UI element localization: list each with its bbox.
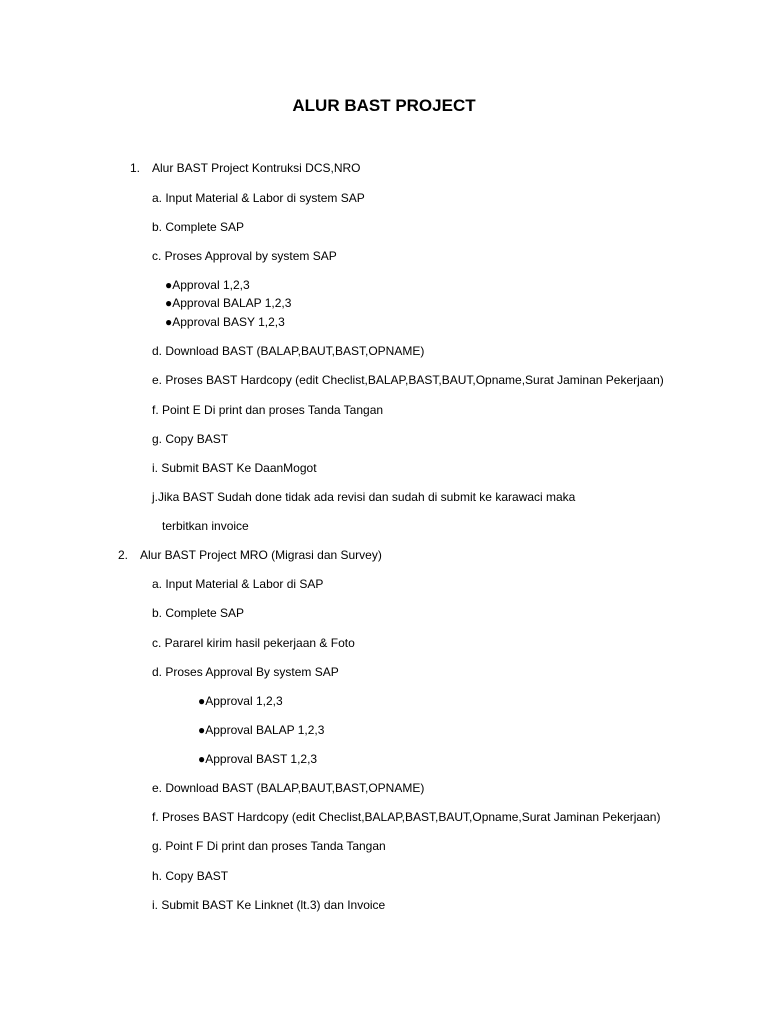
bullet-item: ●Approval 1,2,3 (198, 694, 283, 708)
list-item: e. Proses BAST Hardcopy (edit Checlist,BALAP,BAST,BAUT,Opname,Surat Jaminan Pekerjaan) (152, 373, 664, 387)
list-item: i. Submit BAST Ke Linknet (lt.3) dan Invoice (152, 898, 386, 912)
list-item: c. Pararel kirim hasil pekerjaan & Foto (152, 636, 355, 650)
list-item: g. Copy BAST (152, 432, 229, 446)
section-heading: Alur BAST Project Kontruksi DCS,NRO (152, 161, 361, 175)
list-item: c. Proses Approval by system SAP (152, 249, 337, 263)
list-item: b. Complete SAP (152, 220, 245, 234)
list-item: h. Copy BAST (152, 869, 229, 883)
list-item: d. Proses Approval By system SAP (152, 665, 339, 679)
list-item: b. Complete SAP (152, 606, 245, 620)
list-item: d. Download BAST (BALAP,BAUT,BAST,OPNAME) (152, 344, 425, 358)
document-title: ALUR BAST PROJECT (292, 96, 476, 115)
list-item: a. Input Material & Labor di system SAP (152, 191, 365, 205)
list-item: f. Point E Di print dan proses Tanda Tangan (152, 403, 384, 417)
section-heading: Alur BAST Project MRO (Migrasi dan Survey) (140, 548, 382, 562)
list-item: e. Download BAST (BALAP,BAUT,BAST,OPNAME) (152, 781, 425, 795)
list-item: a. Input Material & Labor di SAP (152, 577, 324, 591)
bullet-item: ●Approval BASY 1,2,3 (165, 315, 285, 329)
list-item: i. Submit BAST Ke DaanMogot (152, 461, 317, 475)
list-item: j.Jika BAST Sudah done tidak ada revisi dan sudah di submit ke karawaci maka (152, 490, 576, 504)
bullet-item: ●Approval BALAP 1,2,3 (165, 296, 292, 310)
section-number: 1. (130, 161, 141, 175)
bullet-item: ●Approval 1,2,3 (165, 278, 250, 292)
bullet-item: ●Approval BALAP 1,2,3 (198, 723, 325, 737)
section-number: 2. (118, 548, 129, 562)
list-item: f. Proses BAST Hardcopy (edit Checlist,BALAP,BAST,BAUT,Opname,Surat Jaminan Pekerjaan) (152, 810, 661, 824)
list-item-continuation: terbitkan invoice (162, 519, 249, 533)
bullet-item: ●Approval BAST 1,2,3 (198, 752, 318, 766)
list-item: g. Point F Di print dan proses Tanda Tangan (152, 839, 386, 853)
